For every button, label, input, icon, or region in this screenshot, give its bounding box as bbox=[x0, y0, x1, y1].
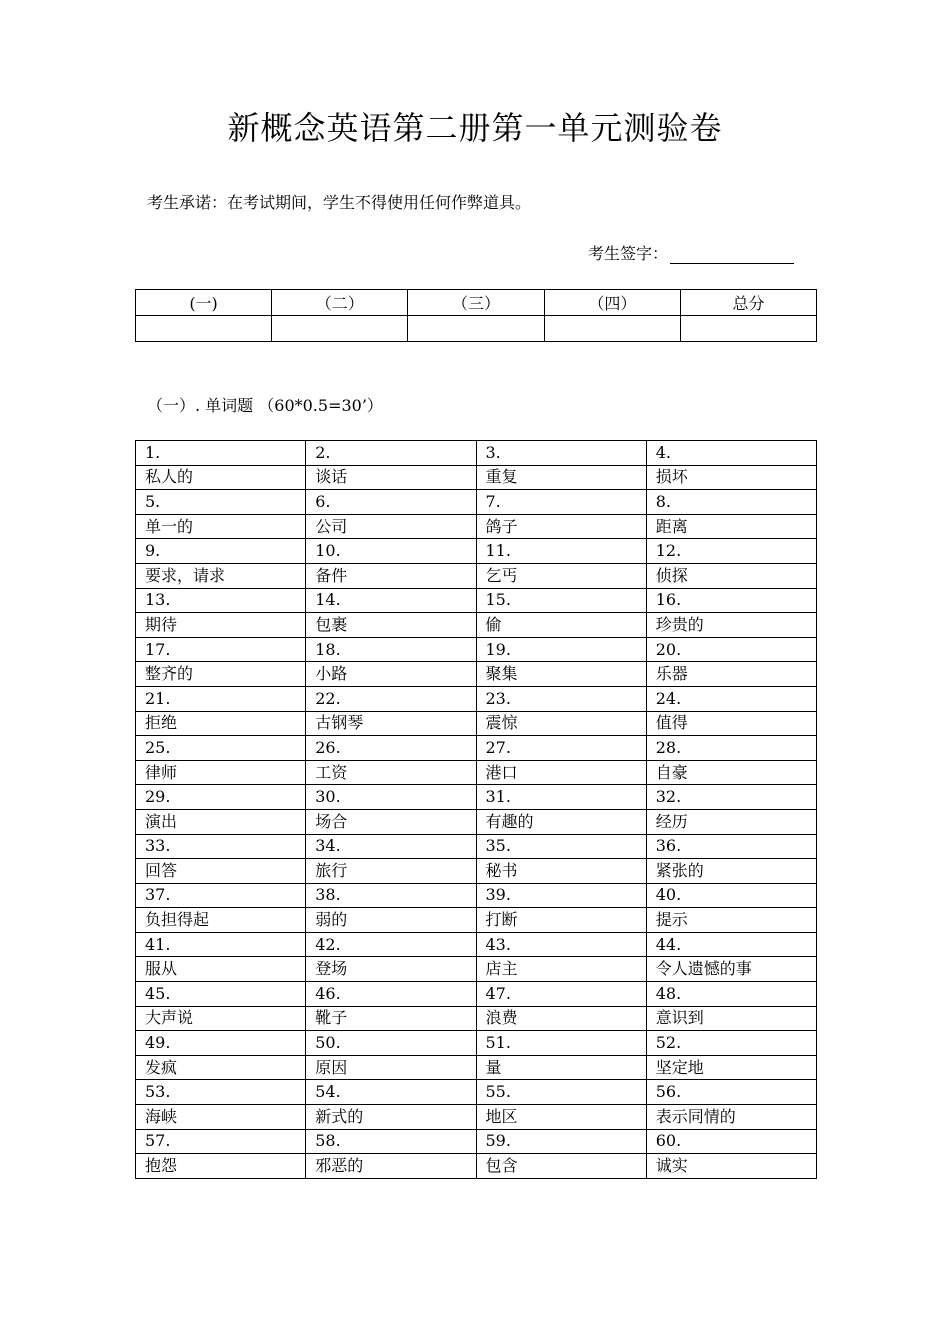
question-number-cell[interactable]: 1. bbox=[136, 441, 306, 466]
question-number-row bbox=[136, 932, 817, 957]
word-prompt-cell: 鸽子 bbox=[476, 514, 646, 539]
score-table bbox=[135, 289, 817, 342]
question-number-row bbox=[136, 785, 817, 810]
word-prompt-cell: 公司 bbox=[306, 514, 476, 539]
word-prompt-cell: 有趣的 bbox=[476, 809, 646, 834]
question-number-cell[interactable]: 43. bbox=[476, 932, 646, 957]
question-number-cell[interactable]: 10. bbox=[306, 539, 476, 564]
score-value-cell[interactable] bbox=[136, 316, 272, 342]
question-number-cell[interactable]: 60. bbox=[646, 1129, 816, 1154]
question-number-cell[interactable]: 47. bbox=[476, 982, 646, 1007]
question-number-cell[interactable]: 54. bbox=[306, 1080, 476, 1105]
question-number-cell[interactable]: 23. bbox=[476, 686, 646, 711]
word-prompt-row bbox=[136, 957, 817, 982]
word-prompt-cell: 旅行 bbox=[306, 859, 476, 884]
question-number-cell[interactable]: 57. bbox=[136, 1129, 306, 1154]
word-prompt-cell: 港口 bbox=[476, 760, 646, 785]
question-number-cell[interactable]: 40. bbox=[646, 883, 816, 908]
question-number-row bbox=[136, 637, 817, 662]
word-prompt-cell: 回答 bbox=[136, 859, 306, 884]
word-prompt-cell: 弱的 bbox=[306, 908, 476, 933]
score-header-cell: （三） bbox=[408, 290, 544, 316]
word-prompt-cell: 乞丐 bbox=[476, 563, 646, 588]
word-prompt-cell: 海峡 bbox=[136, 1105, 306, 1130]
question-number-cell[interactable]: 16. bbox=[646, 588, 816, 613]
question-number-cell[interactable]: 24. bbox=[646, 686, 816, 711]
word-prompt-cell: 距离 bbox=[646, 514, 816, 539]
question-number-cell[interactable]: 22. bbox=[306, 686, 476, 711]
word-prompt-cell: 聚集 bbox=[476, 662, 646, 687]
word-prompt-cell: 单一的 bbox=[136, 514, 306, 539]
word-prompt-cell: 诚实 bbox=[646, 1154, 816, 1179]
question-number-cell[interactable]: 12. bbox=[646, 539, 816, 564]
word-prompt-cell: 侦探 bbox=[646, 563, 816, 588]
word-prompt-row bbox=[136, 1006, 817, 1031]
question-number-cell[interactable]: 46. bbox=[306, 982, 476, 1007]
word-prompt-cell: 提示 bbox=[646, 908, 816, 933]
signature-blank-line[interactable] bbox=[670, 249, 794, 264]
question-number-cell[interactable]: 53. bbox=[136, 1080, 306, 1105]
word-prompt-cell: 服从 bbox=[136, 957, 306, 982]
question-number-cell[interactable]: 4. bbox=[646, 441, 816, 466]
question-number-cell[interactable]: 27. bbox=[476, 736, 646, 761]
question-number-cell[interactable]: 20. bbox=[646, 637, 816, 662]
word-prompt-cell: 店主 bbox=[476, 957, 646, 982]
word-prompt-cell: 量 bbox=[476, 1055, 646, 1080]
signature-label: 考生签字： bbox=[588, 244, 669, 263]
exam-pledge: 考生承诺：在考试期间，学生不得使用任何作弊道具。 bbox=[147, 193, 532, 212]
word-prompt-row bbox=[136, 908, 817, 933]
score-header-cell: (一) bbox=[136, 290, 272, 316]
question-number-cell[interactable]: 44. bbox=[646, 932, 816, 957]
question-number-cell[interactable]: 50. bbox=[306, 1031, 476, 1056]
question-number-cell[interactable]: 45. bbox=[136, 982, 306, 1007]
question-number-cell[interactable]: 28. bbox=[646, 736, 816, 761]
question-number-row bbox=[136, 441, 817, 466]
word-prompt-cell: 靴子 bbox=[306, 1006, 476, 1031]
question-number-cell[interactable]: 26. bbox=[306, 736, 476, 761]
question-number-cell[interactable]: 13. bbox=[136, 588, 306, 613]
question-number-cell[interactable]: 18. bbox=[306, 637, 476, 662]
question-number-cell[interactable]: 29. bbox=[136, 785, 306, 810]
question-number-row bbox=[136, 686, 817, 711]
word-prompt-cell: 重复 bbox=[476, 465, 646, 490]
vocabulary-table-body bbox=[136, 441, 817, 1179]
question-number-cell[interactable]: 51. bbox=[476, 1031, 646, 1056]
word-prompt-cell: 期待 bbox=[136, 613, 306, 638]
score-header-row bbox=[136, 290, 817, 316]
question-number-row bbox=[136, 982, 817, 1007]
question-number-cell[interactable]: 21. bbox=[136, 686, 306, 711]
question-number-cell[interactable]: 49. bbox=[136, 1031, 306, 1056]
question-number-cell[interactable]: 17. bbox=[136, 637, 306, 662]
question-number-cell[interactable]: 41. bbox=[136, 932, 306, 957]
question-number-cell[interactable]: 5. bbox=[136, 490, 306, 515]
word-prompt-cell: 秘书 bbox=[476, 859, 646, 884]
question-number-cell[interactable]: 19. bbox=[476, 637, 646, 662]
question-number-cell[interactable]: 42. bbox=[306, 932, 476, 957]
word-prompt-row bbox=[136, 809, 817, 834]
section-heading: （一）. 单词题 （60*0.5=30’） bbox=[147, 396, 383, 415]
question-number-cell[interactable]: 15. bbox=[476, 588, 646, 613]
word-prompt-cell: 抱怨 bbox=[136, 1154, 306, 1179]
question-number-cell[interactable]: 7. bbox=[476, 490, 646, 515]
word-prompt-cell: 坚定地 bbox=[646, 1055, 816, 1080]
score-value-cell[interactable] bbox=[272, 316, 408, 342]
word-prompt-cell: 浪费 bbox=[476, 1006, 646, 1031]
question-number-cell[interactable]: 37. bbox=[136, 883, 306, 908]
question-number-row bbox=[136, 1031, 817, 1056]
score-value-cell[interactable] bbox=[680, 316, 816, 342]
question-number-cell[interactable]: 32. bbox=[646, 785, 816, 810]
question-number-row bbox=[136, 883, 817, 908]
word-prompt-cell: 负担得起 bbox=[136, 908, 306, 933]
question-number-cell[interactable]: 11. bbox=[476, 539, 646, 564]
question-number-cell[interactable]: 52. bbox=[646, 1031, 816, 1056]
score-header-cell: （四） bbox=[544, 290, 680, 316]
word-prompt-cell: 登场 bbox=[306, 957, 476, 982]
word-prompt-cell: 律师 bbox=[136, 760, 306, 785]
word-prompt-row bbox=[136, 613, 817, 638]
word-prompt-cell: 自豪 bbox=[646, 760, 816, 785]
word-prompt-cell: 私人的 bbox=[136, 465, 306, 490]
score-header-cell: 总分 bbox=[680, 290, 816, 316]
score-header-cell: （二） bbox=[272, 290, 408, 316]
question-number-row bbox=[136, 1129, 817, 1154]
word-prompt-row bbox=[136, 1105, 817, 1130]
word-prompt-cell: 值得 bbox=[646, 711, 816, 736]
page-title: 新概念英语第二册第一单元测验卷 bbox=[227, 109, 723, 147]
word-prompt-cell: 场合 bbox=[306, 809, 476, 834]
word-prompt-cell: 谈话 bbox=[306, 465, 476, 490]
word-prompt-cell: 乐器 bbox=[646, 662, 816, 687]
question-number-cell[interactable]: 56. bbox=[646, 1080, 816, 1105]
word-prompt-cell: 震惊 bbox=[476, 711, 646, 736]
word-prompt-cell: 紧张的 bbox=[646, 859, 816, 884]
word-prompt-cell: 新式的 bbox=[306, 1105, 476, 1130]
word-prompt-cell: 表示同情的 bbox=[646, 1105, 816, 1130]
word-prompt-cell: 备件 bbox=[306, 563, 476, 588]
word-prompt-cell: 小路 bbox=[306, 662, 476, 687]
question-number-cell[interactable]: 9. bbox=[136, 539, 306, 564]
word-prompt-cell: 地区 bbox=[476, 1105, 646, 1130]
word-prompt-row bbox=[136, 563, 817, 588]
vocabulary-table bbox=[135, 440, 817, 1179]
word-prompt-cell: 整齐的 bbox=[136, 662, 306, 687]
word-prompt-cell: 包含 bbox=[476, 1154, 646, 1179]
question-number-row bbox=[136, 834, 817, 859]
word-prompt-cell: 损坏 bbox=[646, 465, 816, 490]
question-number-cell[interactable]: 33. bbox=[136, 834, 306, 859]
word-prompt-row bbox=[136, 1055, 817, 1080]
score-value-row bbox=[136, 316, 817, 342]
score-value-cell[interactable] bbox=[408, 316, 544, 342]
word-prompt-row bbox=[136, 465, 817, 490]
word-prompt-cell: 打断 bbox=[476, 908, 646, 933]
question-number-cell[interactable]: 58. bbox=[306, 1129, 476, 1154]
word-prompt-row bbox=[136, 662, 817, 687]
word-prompt-cell: 拒绝 bbox=[136, 711, 306, 736]
question-number-row bbox=[136, 736, 817, 761]
word-prompt-cell: 包裹 bbox=[306, 613, 476, 638]
word-prompt-cell: 偷 bbox=[476, 613, 646, 638]
question-number-row bbox=[136, 539, 817, 564]
word-prompt-cell: 邪恶的 bbox=[306, 1154, 476, 1179]
question-number-cell[interactable]: 34. bbox=[306, 834, 476, 859]
word-prompt-cell: 发疯 bbox=[136, 1055, 306, 1080]
question-number-cell[interactable]: 2. bbox=[306, 441, 476, 466]
signature-field bbox=[588, 241, 794, 264]
question-number-cell[interactable]: 31. bbox=[476, 785, 646, 810]
word-prompt-cell: 演出 bbox=[136, 809, 306, 834]
question-number-cell[interactable]: 8. bbox=[646, 490, 816, 515]
question-number-cell[interactable]: 59. bbox=[476, 1129, 646, 1154]
word-prompt-cell: 意识到 bbox=[646, 1006, 816, 1031]
question-number-cell[interactable]: 25. bbox=[136, 736, 306, 761]
question-number-cell[interactable]: 55. bbox=[476, 1080, 646, 1105]
question-number-cell[interactable]: 3. bbox=[476, 441, 646, 466]
question-number-cell[interactable]: 6. bbox=[306, 490, 476, 515]
word-prompt-row bbox=[136, 711, 817, 736]
question-number-cell[interactable]: 36. bbox=[646, 834, 816, 859]
question-number-cell[interactable]: 48. bbox=[646, 982, 816, 1007]
word-prompt-row bbox=[136, 760, 817, 785]
question-number-row bbox=[136, 1080, 817, 1105]
word-prompt-cell: 原因 bbox=[306, 1055, 476, 1080]
word-prompt-cell: 古钢琴 bbox=[306, 711, 476, 736]
word-prompt-cell: 经历 bbox=[646, 809, 816, 834]
word-prompt-cell: 珍贵的 bbox=[646, 613, 816, 638]
question-number-cell[interactable]: 35. bbox=[476, 834, 646, 859]
question-number-cell[interactable]: 38. bbox=[306, 883, 476, 908]
question-number-row bbox=[136, 490, 817, 515]
word-prompt-cell: 令人遗憾的事 bbox=[646, 957, 816, 982]
word-prompt-row bbox=[136, 859, 817, 884]
word-prompt-row bbox=[136, 514, 817, 539]
word-prompt-cell: 工资 bbox=[306, 760, 476, 785]
question-number-cell[interactable]: 14. bbox=[306, 588, 476, 613]
question-number-row bbox=[136, 588, 817, 613]
question-number-cell[interactable]: 39. bbox=[476, 883, 646, 908]
score-value-cell[interactable] bbox=[544, 316, 680, 342]
question-number-cell[interactable]: 30. bbox=[306, 785, 476, 810]
word-prompt-row bbox=[136, 1154, 817, 1179]
word-prompt-cell: 要求，请求 bbox=[136, 563, 306, 588]
word-prompt-cell: 大声说 bbox=[136, 1006, 306, 1031]
